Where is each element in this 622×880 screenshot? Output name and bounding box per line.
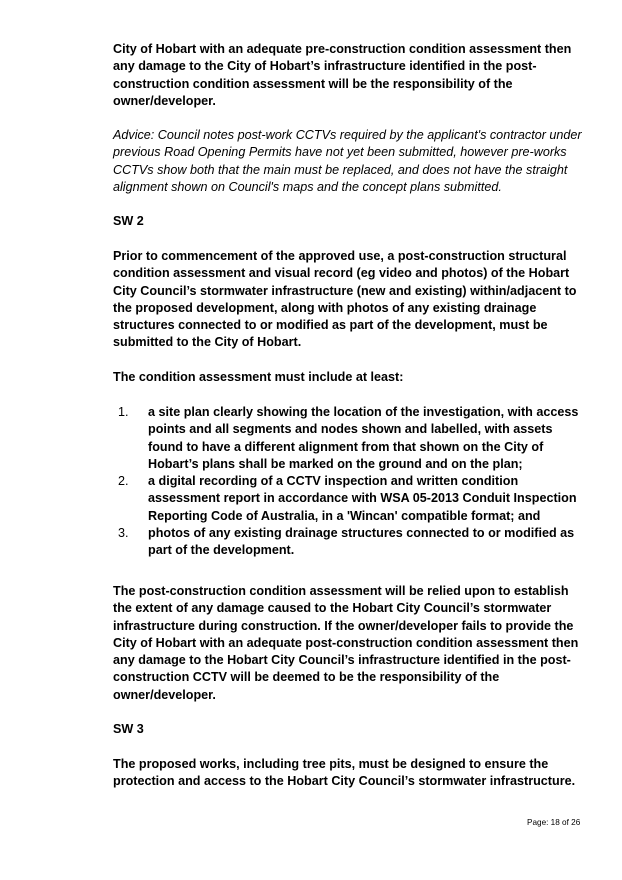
list-item-line: found to have a different alignment from that shown on the City of (148, 439, 544, 454)
paragraph-line: Advice: Council notes post-work CCTVs required by the applicant's contractor under (113, 128, 582, 142)
list-item-line: Hobart’s plans shall be marked on the ground and on the plan; (148, 456, 523, 471)
paragraph-line: previous Road Opening Permits have not yet been submitted, however pre-works (113, 145, 567, 160)
sw3-paragraph (113, 756, 583, 791)
paragraph-line: construction condition assessment will be the responsibility of the (113, 76, 513, 91)
paragraph-line: submitted to the City of Hobart. (113, 335, 302, 350)
list-item-text (148, 473, 593, 525)
sw3-heading: SW 3 (113, 722, 144, 736)
list-item-text (148, 525, 593, 560)
top-paragraph (113, 41, 583, 110)
paragraph-line: owner/developer. (113, 687, 216, 702)
paragraph-line: Prior to commencement of the approved use, a post-construction structural (113, 249, 567, 263)
paragraph-line: CCTVs show both that the main must be replaced, and does not have the straight (113, 162, 568, 177)
sw2-heading: SW 2 (113, 214, 144, 228)
condition-list (113, 404, 593, 560)
list-item (113, 473, 593, 525)
post-construction-paragraph (113, 583, 583, 704)
list-item-line: a site plan clearly showing the location of the investigation, with access (148, 405, 579, 419)
paragraph-line: owner/developer. (113, 93, 216, 108)
list-item-line: points and all segments and nodes shown and labelled, with assets (148, 422, 553, 437)
paragraph-line: any damage to the Hobart City Council’s infrastructure identified in the post- (113, 653, 571, 668)
list-item-line: a digital recording of a CCTV inspection and written condition (148, 474, 519, 489)
list-item (113, 525, 593, 560)
paragraph-line: alignment shown on Council's maps and the concept plans submitted. (113, 179, 502, 194)
paragraph-line: The post-construction condition assessment will be relied upon to establish (113, 584, 569, 598)
paragraph-line: construction CCTV will be deemed to be the responsibility of the (113, 670, 500, 685)
list-item-number: 1. (118, 405, 129, 419)
list-item-line: photos of any existing drainage structures connected to or modified as (148, 526, 575, 541)
paragraph-line: the extent of any damage caused to the Hobart City Council’s stormwater (113, 601, 552, 616)
list-item-number: 2. (118, 474, 129, 489)
paragraph-line: condition assessment and visual record (eg video and photos) of the Hobart (113, 266, 570, 281)
sw2-paragraph (113, 248, 583, 352)
advice-paragraph (113, 127, 583, 196)
paragraph-line: protection and access to the Hobart City Council’s stormwater infrastructure. (113, 774, 576, 789)
paragraph-line: City of Hobart with an adequate pre-construction condition assessment then (113, 42, 572, 56)
condition-intro: The condition assessment must include at least: (113, 370, 404, 384)
paragraph-line: structures connected to or modified as part of the development, must be (113, 318, 548, 333)
paragraph-line: City Council’s stormwater infrastructure (new and existing) within/adjacent to (113, 283, 577, 298)
paragraph-line: the proposed development, along with photos of any existing drainage (113, 300, 537, 315)
list-item-text (148, 404, 593, 473)
list-item-line: assessment report in accordance with WSA 05-2013 Conduit Inspection (148, 491, 577, 506)
paragraph-line: The proposed works, including tree pits, must be designed to ensure the (113, 757, 549, 771)
page-number: Page: 18 of 26 (527, 818, 581, 827)
list-item-number: 3. (118, 526, 129, 541)
list-item (113, 404, 593, 473)
paragraph-line: City of Hobart with an adequate post-construction condition assessment then (113, 635, 579, 650)
list-item-line: Reporting Code of Australia, in a 'Wincan' compatible format; and (148, 508, 541, 523)
list-item-line: part of the development. (148, 543, 295, 558)
paragraph-line: any damage to the City of Hobart’s infrastructure identified in the post- (113, 59, 537, 74)
paragraph-line: infrastructure during construction. If the owner/developer fails to provide the (113, 618, 574, 633)
